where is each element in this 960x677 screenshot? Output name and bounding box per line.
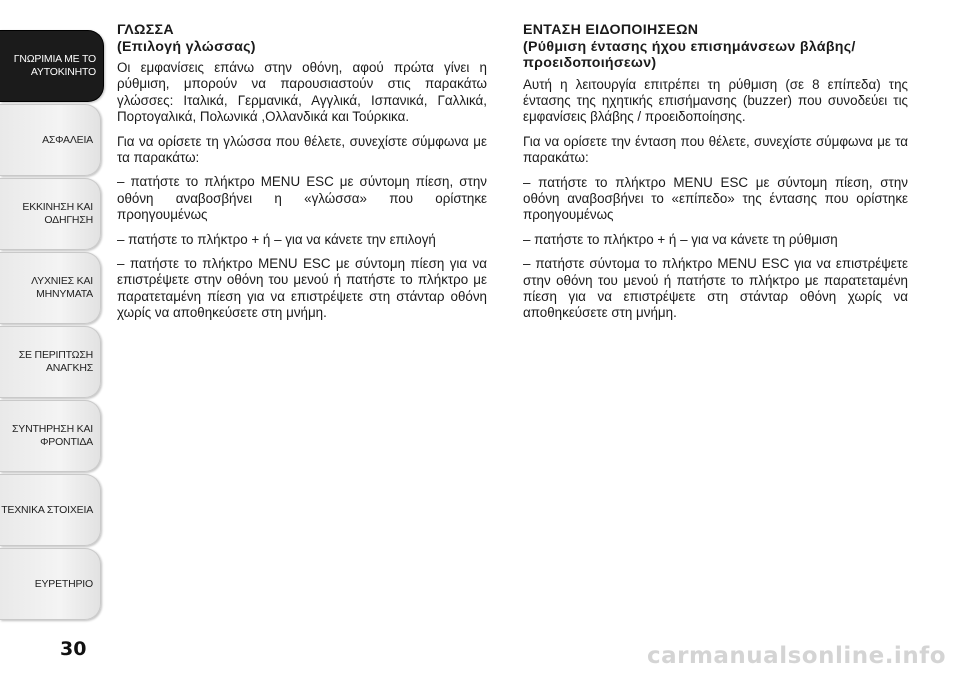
tab-safety[interactable] (0, 104, 101, 176)
tab-label: ΣΥΝΤΗΡΗΣΗ ΚΑΙ ΦΡΟΝΤΙΔΑ (12, 423, 93, 448)
section-heading (523, 22, 908, 72)
tab-getting-to-know-car[interactable] (0, 30, 104, 102)
paragraph: – πατήστε σύντομα το πλήκτρο MENU ESC για να επιστρέψετε στην οθόνη του μενού ή πατήστε το πλήκτρο με παρατεταμένη πίεση για να επιστρέψετε στη στάνταρ οθόνη χωρίς να αποθηκεύσετε στη μνήμη. (523, 256, 908, 321)
paragraph: Για να ορίσετε την ένταση που θέλετε, συνεχίστε σύμφωνα με τα παρακάτω: (523, 133, 908, 166)
section-subtitle: (Επιλογή γλώσσας) (117, 38, 256, 55)
paragraph: – πατήστε το πλήκτρο MENU ESC με σύντομη πίεση, στην οθόνη αναβοσβήνει η «γλώσσα» που ορίστηκε προηγουμένως (117, 174, 487, 223)
tab-label: ΤΕΧΝΙΚΑ ΣΤΟΙΧΕΙΑ (1, 503, 93, 516)
paragraph: Αυτή η λειτουργία επιτρέπει τη ρύθμιση (σε 8 επίπεδα) της έντασης της ηχητικής επισήμανσης (buzzer) που συνοδεύει τις εμφανίσεις βλάβης / προειδοποίησης. (523, 76, 908, 125)
tab-maintenance[interactable] (0, 400, 101, 472)
tab-technical-data[interactable] (0, 474, 101, 546)
tab-starting-driving[interactable] (0, 178, 101, 250)
tab-label: ΓΝΩΡΙΜΙΑ ΜΕ ΤΟ ΑΥΤΟΚΙΝΗΤΟ (13, 53, 96, 78)
tab-emergency[interactable] (0, 326, 101, 398)
section-heading (117, 22, 487, 55)
paragraph: – πατήστε το πλήκτρο + ή – για να κάνετε την επιλογή (117, 231, 436, 247)
tab-warning-lights[interactable] (0, 252, 101, 324)
tab-label: ΛΥΧΝΙΕΣ ΚΑΙ ΜΗΝΥΜΑΤΑ (31, 275, 93, 300)
paragraph: – πατήστε το πλήκτρο MENU ESC με σύντομη πίεση για να επιστρέψετε στην οθόνη του μενού ή πατήστε το πλήκτρο με παρατεταμένη πίεση για να επιστρέψετε στη στάνταρ οθόνη χωρίς να αποθηκεύσετε στη μνήμη. (117, 256, 487, 321)
language-section (117, 22, 487, 330)
chapter-sidebar (0, 30, 101, 622)
watermark: carmanualsonline.info (646, 643, 946, 669)
tab-label: ΣΕ ΠΕΡΙΠΤΩΣΗ ΑΝΑΓΚΗΣ (18, 349, 93, 374)
buzzer-volume-section (523, 22, 908, 330)
tab-label: ΑΣΦΑΛΕΙΑ (42, 133, 93, 146)
section-subtitle: (Ρύθμιση έντασης ήχου επισημάνσεων βλάβης/ προειδοποιήσεων) (523, 38, 856, 71)
tab-label: ΕΚΚΙΝΗΣΗ ΚΑΙ ΟΔΗΓΗΣΗ (22, 201, 93, 226)
paragraph: Οι εμφανίσεις επάνω στην οθόνη, αφού πρώτα γίνει η ρύθμιση, μπορούν να παρουσιαστούν στις παρακάτω γλώσσες: Ιταλικά, Γερμανικά, Αγγλικά, Ισπανικά, Γαλλικά, Πορτογαλικά, Πολωνικά ,Ολλανδικά και Τούρκικα. (117, 60, 487, 125)
tab-label: ΕΥΡΕΤΗΡΙΟ (34, 577, 93, 590)
paragraph: – πατήστε το πλήκτρο MENU ESC με σύντομη πίεση, στην οθόνη αναβοσβήνει το «επίπεδο» της έντασης που ορίστηκε προηγουμένως (523, 174, 908, 223)
page-number: 30 (60, 638, 87, 660)
tab-index[interactable] (0, 548, 101, 620)
section-title: ΕΝΤΑΣΗ ΕΙΔΟΠΟΙΗΣΕΩΝ (523, 22, 699, 38)
paragraph: Για να ορίσετε τη γλώσσα που θέλετε, συνεχίστε σύμφωνα με τα παρακάτω: (117, 133, 487, 166)
paragraph: – πατήστε το πλήκτρο + ή – για να κάνετε τη ρύθμιση (523, 231, 838, 247)
section-title: ΓΛΩΣΣΑ (117, 22, 174, 38)
